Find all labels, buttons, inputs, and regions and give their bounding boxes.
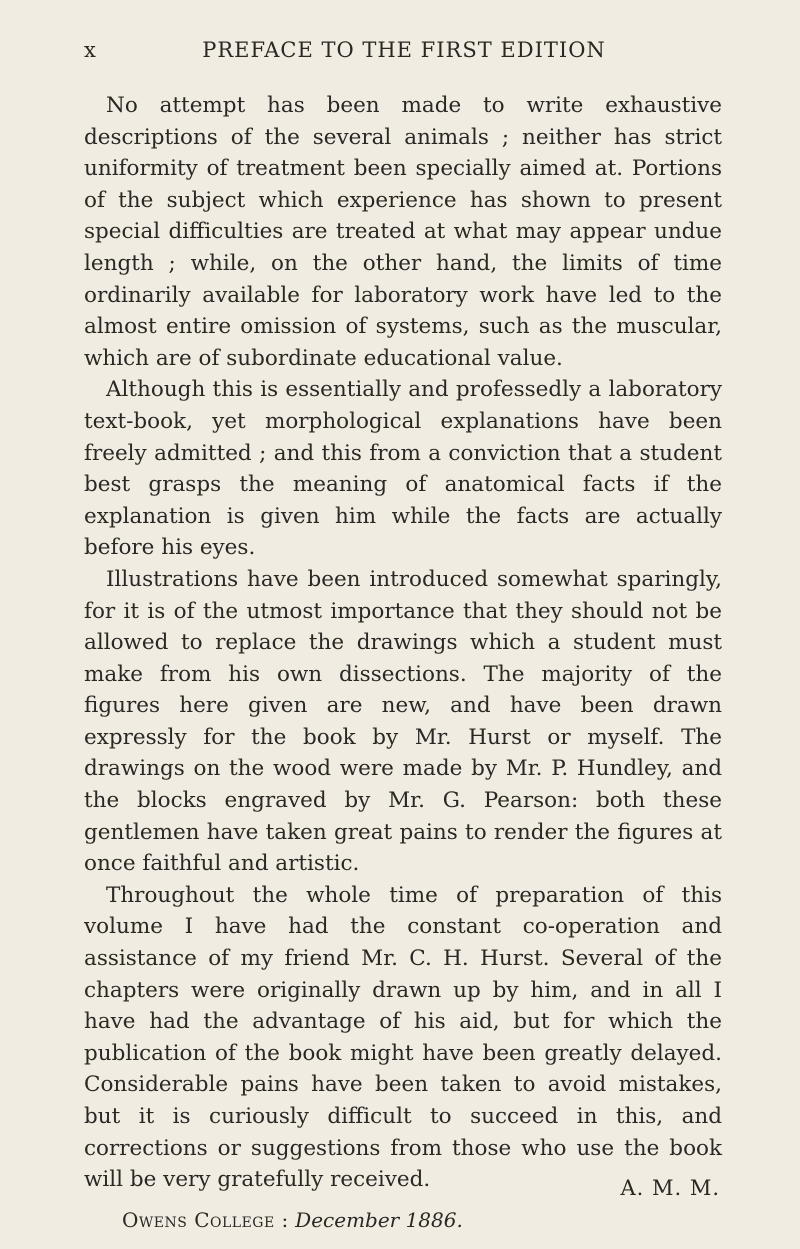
author-initials: A. M. M. bbox=[620, 1176, 720, 1200]
paragraph-illustrations: Illustrations have been introduced somewhat sparingly, for it is of the utmost importance that they should not be allowed to replace the drawings which a student must make from his own dissections. The majority of the figures here given are new, and have been drawn expressly for the book by Mr. Hurst or myself. The drawings on the wood were made by Mr. P. Hundley, and the blocks engraved by Mr. G. Pearson: both these gentlemen have taken great pains to render the figures at once faithful and artistic. bbox=[84, 566, 722, 877]
preface-body bbox=[84, 90, 722, 1196]
place-and-date bbox=[122, 1208, 463, 1232]
paragraph-scope: No attempt has been made to write exhaustive descriptions of the several animals ; neither has strict uniformity of treatment been specially aimed at. Portions of the subject which experience has shown to present special difficulties are treated at what may appear undue length ; while, on the other hand, the limits of time ordinarily available for laboratory work have led to the almost entire omission of systems, such as the muscular, which are of subordinate educational value. bbox=[84, 93, 722, 371]
running-head bbox=[84, 38, 724, 68]
paragraph-morphology: Although this is essentially and professedly a laboratory text-book, yet morphological explanations have been freely admitted ; and this from a conviction that a student best grasps the meaning of anatomical facts if the explanation is given him while the facts are actually before his eyes. bbox=[84, 377, 722, 561]
date: December 1886. bbox=[295, 1208, 463, 1232]
place: Owens College : bbox=[122, 1208, 289, 1232]
page-number: x bbox=[84, 38, 97, 62]
running-title: PREFACE TO THE FIRST EDITION bbox=[202, 38, 606, 62]
paragraph-acknowledgements: Throughout the whole time of preparation of this volume I have had the constant co-operation and assistance of my friend Mr. C. H. Hurst. Several of the chapters were originally drawn up by him, and in all I have had the advantage of his aid, but for which the publication of the book might have been greatly delayed. Considerable pains have been taken to avoid mistakes, but it is curiously difficult to succeed in this, and corrections or suggestions from those who use the book will be very gratefully received. bbox=[84, 882, 722, 1193]
